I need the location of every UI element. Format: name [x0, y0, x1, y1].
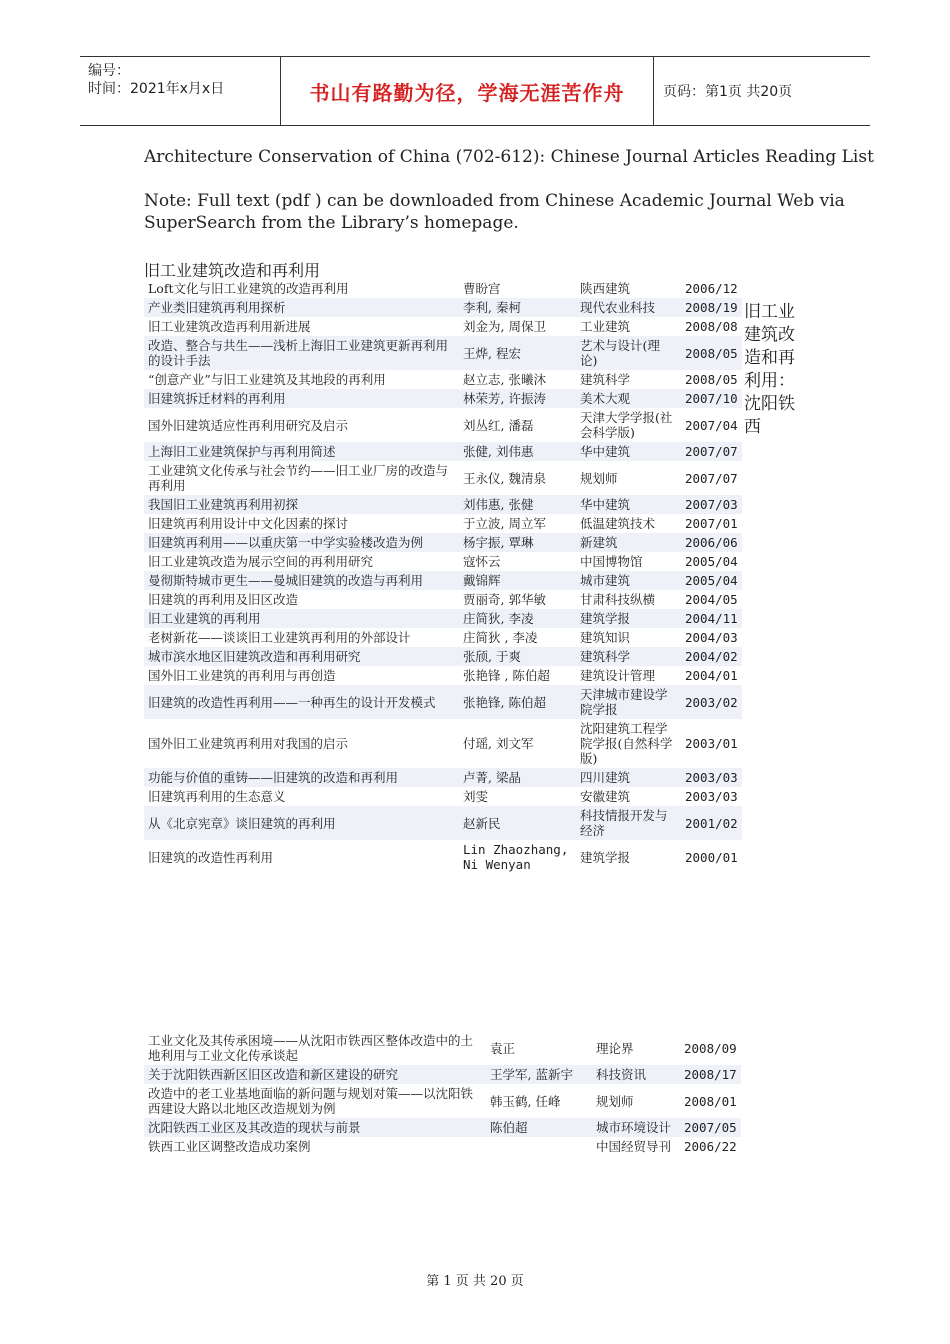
article-journal: 甘肃科技纵横: [580, 592, 656, 607]
table-row: [144, 533, 742, 552]
article-date: 2006/06: [681, 533, 742, 552]
article-author: 刘雯: [463, 789, 489, 804]
article-date: 2008/01: [684, 1093, 737, 1109]
article-journal: 理论界: [596, 1040, 634, 1056]
table-row: [144, 806, 742, 840]
article-date: 2006/22: [684, 1139, 737, 1154]
article-date: 2006/12: [685, 281, 738, 296]
article-date: 2007/07: [685, 470, 738, 486]
article-journal: 建筑学报: [576, 609, 681, 628]
article-date: 2008/05: [685, 372, 738, 387]
table-row: [144, 840, 742, 874]
article-journal: 科技情报开发与经济: [576, 806, 681, 840]
motto: 书山有路勤为径，学海无涯苦作舟: [309, 80, 625, 105]
header-left-cell: [80, 57, 280, 125]
article-journal: 沈阳建筑工程学院学报(自然科学版): [580, 721, 673, 766]
article-title: 工业建筑文化传承与社会节约——旧工业厂房的改造与再利用: [148, 463, 449, 493]
article-title: 旧建筑再利用设计中文化因素的探讨: [148, 516, 349, 531]
article-journal: 城市环境设计: [592, 1118, 680, 1137]
article-author: 刘伟惠, 张健: [459, 495, 576, 514]
article-journal: 华中建筑: [576, 442, 681, 461]
note-line-2: SuperSearch from the Library’s homepage.: [144, 213, 519, 233]
table-row: [144, 685, 742, 719]
article-journal: 现代农业科技: [576, 298, 681, 317]
article-date: 2008/05: [681, 336, 742, 370]
article-title: 旧工业建筑的再利用: [144, 609, 459, 628]
article-date: 2000/01: [685, 849, 738, 865]
table-row: [144, 571, 742, 590]
article-author: 贾丽奇, 郭华敏: [463, 592, 546, 607]
article-author: 庄简狄, 李凌: [459, 609, 576, 628]
article-title: 旧建筑再利用的生态意义: [148, 789, 286, 804]
table-row: [144, 1084, 741, 1118]
article-author: 韩玉鹤, 任峰: [490, 1093, 561, 1109]
table-row: [144, 442, 742, 461]
article-date: 2004/11: [681, 609, 742, 628]
article-author: 付瑶, 刘文军: [463, 736, 534, 751]
article-author: 赵新民: [459, 806, 576, 840]
article-title: 旧建筑的改造性再利用: [148, 849, 274, 865]
article-journal: 规划师: [580, 470, 618, 486]
article-title: 改造中的老工业基地面临的新问题与规划对策——以沈阳铁西建设大路以北地区改造规划为例: [148, 1086, 474, 1116]
article-title: 我国旧工业建筑再利用初探: [144, 495, 459, 514]
article-title: 关于沈阳铁西新区旧区改造和新区建设的研究: [144, 1065, 486, 1084]
article-title: 旧工业建筑改造为展示空间的再利用研究: [148, 554, 374, 569]
table-row: [144, 787, 742, 806]
article-author: 张健, 刘伟惠: [459, 442, 576, 461]
article-author: 王永仪, 魏清泉: [463, 470, 546, 486]
article-title: 旧工业建筑改造再利用新进展: [148, 319, 311, 334]
article-title: 旧建筑的改造性再利用——一种再生的设计开发模式: [144, 685, 459, 719]
header-motto-cell: [280, 57, 654, 125]
document-header: [80, 56, 870, 126]
number-label: 编号：: [88, 63, 130, 79]
article-date: 2004/01: [685, 668, 738, 683]
article-date: 2007/04: [685, 417, 738, 433]
article-journal: 新建筑: [576, 533, 681, 552]
header-page-cell: [653, 57, 870, 125]
reading-list-title: Architecture Conservation of China (702-612): Chinese Journal Articles Reading List: [144, 147, 874, 167]
table-row: [144, 1137, 741, 1156]
table-row: [144, 628, 742, 647]
article-author: 张艳锋 , 陈伯超: [463, 668, 550, 683]
article-title: 国外旧建筑适应性再利用研究及启示: [148, 417, 349, 433]
article-journal: 中国博物馆: [580, 554, 643, 569]
article-title: 功能与价值的重铸——旧建筑的改造和再利用: [144, 768, 459, 787]
page-label: 页码：第1页 共20页: [663, 84, 793, 100]
article-journal: 美术大观: [576, 389, 681, 408]
article-date: 2003/03: [681, 768, 742, 787]
table-row: [144, 389, 742, 408]
article-journal: 天津城市建设学院学报: [576, 685, 681, 719]
article-author: 庄简狄 , 李凌: [463, 630, 538, 645]
articles-table: [144, 279, 742, 874]
article-title: 铁西工业区调整改造成功案例: [148, 1139, 311, 1154]
article-title: 产业类旧建筑再利用探析: [144, 298, 459, 317]
article-author: 陈伯超: [486, 1118, 592, 1137]
article-title: 从《北京宪章》谈旧建筑的再利用: [144, 806, 459, 840]
table-row: [144, 370, 742, 389]
table-row: [144, 317, 742, 336]
article-journal: 四川建筑: [576, 768, 681, 787]
article-author: 张颀, 于爽: [459, 647, 576, 666]
article-date: 2007/03: [681, 495, 742, 514]
article-journal: 建筑科学: [580, 372, 631, 387]
article-title: 旧建筑再利用——以重庆第一中学实验楼改造为例: [144, 533, 459, 552]
article-journal: 建筑科学: [576, 647, 681, 666]
article-date: 2008/17: [680, 1065, 741, 1084]
table-row: [144, 461, 742, 495]
article-author: 刘丛红, 潘磊: [463, 417, 534, 433]
table-row: [144, 1118, 741, 1137]
article-journal: 规划师: [596, 1093, 634, 1109]
article-journal: 天津大学学报(社会科学版): [580, 410, 673, 440]
article-author: 卢菁, 梁晶: [459, 768, 576, 787]
article-author: 刘金为, 周保卫: [463, 319, 546, 334]
article-author: 袁正: [490, 1040, 516, 1056]
article-author: 王学军, 蓝新宇: [486, 1065, 592, 1084]
article-journal: 艺术与设计(理论): [576, 336, 681, 370]
article-title: 改造、整合与共生——浅析上海旧工业建筑更新再利用的设计手法: [144, 336, 459, 370]
table-row: [144, 514, 742, 533]
article-date: 2005/04: [685, 554, 738, 569]
table-row: [144, 590, 742, 609]
table-row: [144, 609, 742, 628]
table-row: [144, 666, 742, 685]
article-date: 2005/04: [681, 571, 742, 590]
article-title: 城市滨水地区旧建筑改造和再利用研究: [144, 647, 459, 666]
article-date: 2007/01: [685, 516, 738, 531]
article-author: 于立波, 周立军: [463, 516, 546, 531]
article-title: 上海旧工业建筑保护与再利用简述: [144, 442, 459, 461]
note-line-1: Note: Full text (pdf ) can be downloaded from Chinese Academic Journal Web via: [144, 191, 845, 211]
article-date: 2003/02: [681, 685, 742, 719]
article-journal: 华中建筑: [576, 495, 681, 514]
article-author: 戴锦辉: [459, 571, 576, 590]
tiexi-articles-table: [144, 1031, 741, 1156]
table-row: [144, 1065, 741, 1084]
article-date: 2008/09: [684, 1040, 737, 1056]
article-author: 李利, 秦柯: [459, 298, 576, 317]
article-author: [486, 1137, 592, 1156]
article-date: 2007/07: [681, 442, 742, 461]
table-row: [144, 298, 742, 317]
article-title: 旧建筑拆迁材料的再利用: [144, 389, 459, 408]
table-row: [144, 647, 742, 666]
article-title: 沈阳铁西工业区及其改造的现状与前景: [144, 1118, 486, 1137]
article-title: Loft文化与旧工业建筑的改造再利用: [148, 281, 349, 296]
article-date: 2004/05: [685, 592, 738, 607]
table-row: [144, 768, 742, 787]
article-author: 赵立志, 张曦沐: [463, 372, 546, 387]
article-journal: 安徽建筑: [580, 789, 631, 804]
article-journal: 建筑设计管理: [580, 668, 656, 683]
article-author: 曹盼宫: [463, 281, 501, 296]
side-note-heading: 旧工业建筑改造和再利用：沈阳铁西: [744, 302, 795, 437]
article-date: 2007/05: [680, 1118, 741, 1137]
section-heading: 旧工业建筑改造和再利用: [144, 261, 321, 280]
article-journal: 建筑学报: [580, 849, 631, 865]
article-date: 2004/03: [685, 630, 738, 645]
table-row: [144, 279, 742, 298]
article-date: 2001/02: [681, 806, 742, 840]
article-author: Lin Zhaozhang, Ni Wenyan: [463, 842, 569, 872]
article-title: 旧建筑的再利用及旧区改造: [148, 592, 299, 607]
article-title: 曼彻斯特城市更生——曼城旧建筑的改造与再利用: [144, 571, 459, 590]
time-label: 时间：2021年x月x日: [88, 81, 225, 97]
table-row: [144, 408, 742, 442]
article-journal: 陕西建筑: [580, 281, 631, 296]
page-footer: 第 1 页 共 20 页: [426, 1274, 524, 1289]
table-row: [144, 495, 742, 514]
article-title: 国外旧工业建筑再利用对我国的启示: [148, 736, 349, 751]
article-journal: 低温建筑技术: [580, 516, 656, 531]
article-title: “创意产业”与旧工业建筑及其地段的再利用: [148, 372, 386, 387]
article-journal: 中国经贸导刊: [596, 1139, 672, 1154]
article-date: 2003/03: [685, 789, 738, 804]
article-date: 2007/10: [681, 389, 742, 408]
article-author: 张艳锋, 陈伯超: [459, 685, 576, 719]
article-author: 杨宇振, 覃琳: [459, 533, 576, 552]
table-row: [144, 336, 742, 370]
article-author: 寇怀云: [463, 554, 501, 569]
article-author: 王烨, 程宏: [459, 336, 576, 370]
article-date: 2003/01: [685, 736, 738, 751]
article-title: 老树新花——谈谈旧工业建筑再利用的外部设计: [148, 630, 411, 645]
article-journal: 建筑知识: [580, 630, 631, 645]
article-date: 2008/19: [681, 298, 742, 317]
article-journal: 城市建筑: [576, 571, 681, 590]
article-date: 2004/02: [681, 647, 742, 666]
table-row: [144, 552, 742, 571]
table-row: [144, 719, 742, 768]
article-author: 林荣芳, 许振涛: [459, 389, 576, 408]
table-row: [144, 1031, 741, 1065]
article-journal: 工业建筑: [580, 319, 631, 334]
article-title: 工业文化及其传承困境——从沈阳市铁西区整体改造中的土地利用与工业文化传承谈起: [148, 1033, 474, 1063]
article-date: 2008/08: [685, 319, 738, 334]
article-journal: 科技资讯: [592, 1065, 680, 1084]
article-title: 国外旧工业建筑的再利用与再创造: [148, 668, 336, 683]
